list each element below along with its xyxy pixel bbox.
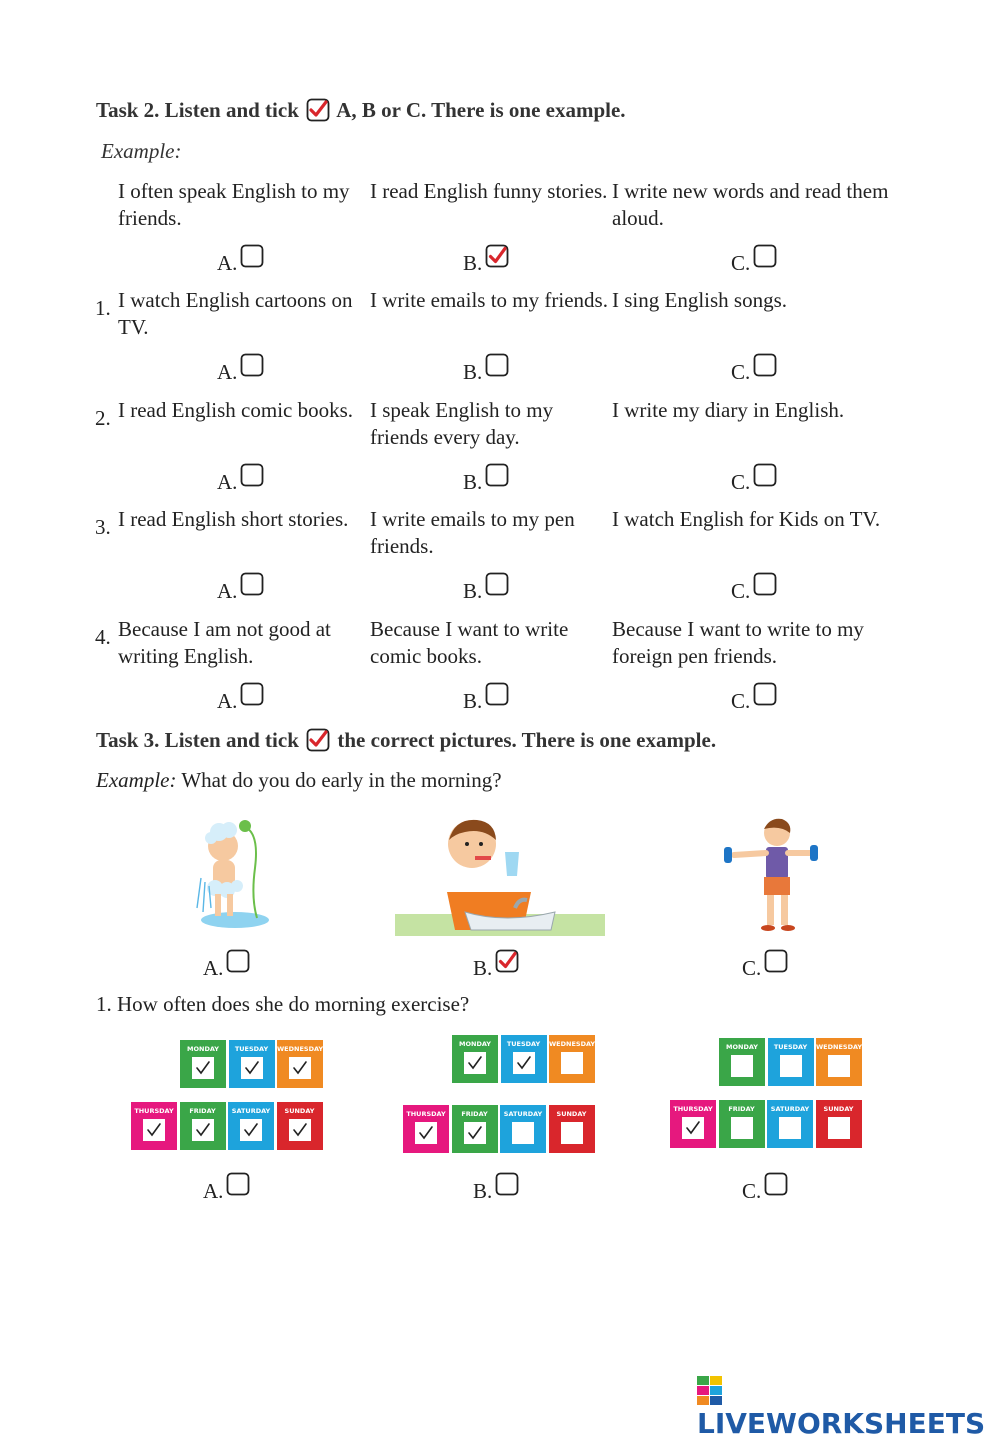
checkbox-icon[interactable] (764, 949, 788, 973)
checkbox-icon[interactable] (495, 1172, 519, 1196)
calendar-day-label: SUNDAY (556, 1110, 587, 1118)
calendar-day-saturday (500, 1105, 546, 1153)
answer-choice[interactable] (203, 1172, 250, 1204)
calendar-day-label: WEDNESDAY (549, 1040, 596, 1048)
checked-checkbox-icon[interactable] (485, 244, 509, 268)
answer-letter: A. (217, 470, 238, 494)
calendar-day-wednesday (549, 1035, 595, 1083)
option-text: I write emails to my friends. (370, 288, 608, 312)
checkbox-icon[interactable] (226, 949, 250, 973)
answer-letter: B. (473, 956, 493, 980)
checked-checkbox-icon[interactable] (495, 949, 519, 973)
answer-choice[interactable] (463, 244, 509, 276)
option-text: I watch English cartoons on TV. (118, 288, 353, 339)
calendar-day-wednesday (277, 1040, 323, 1088)
answer-choice[interactable] (731, 244, 777, 276)
calendar-day-tuesday (501, 1035, 547, 1083)
calendar-check-icon (682, 1117, 704, 1139)
calendar-check-icon (192, 1119, 214, 1141)
option-text: I write new words and read them aloud. (612, 179, 889, 230)
calendar-day-label: THURSDAY (673, 1105, 713, 1113)
calendar-day-label: SATURDAY (770, 1105, 810, 1113)
answer-choice[interactable] (463, 353, 509, 385)
checkbox-icon[interactable] (753, 353, 777, 377)
option-text: Because I want to write comic books. (370, 617, 569, 668)
checkbox-icon[interactable] (764, 1172, 788, 1196)
option-text: I write emails to my pen friends. (370, 507, 575, 558)
answer-letter: C. (731, 579, 751, 603)
answer-letter: A. (217, 360, 238, 384)
answer-letter: A. (217, 579, 238, 603)
answer-letter: C. (731, 251, 751, 275)
answer-letter: C. (742, 956, 762, 980)
answer-choice[interactable] (742, 1172, 788, 1204)
answer-letter: A. (217, 251, 238, 275)
calendar-check-icon (513, 1052, 535, 1074)
calendar-day-thursday (670, 1100, 716, 1148)
calendar-empty-box (731, 1055, 753, 1077)
task2-title-prefix: Task 2. Listen and tick (96, 98, 299, 122)
logo-text: LIVEWORKSHEETS (697, 1407, 986, 1440)
calendar-day-label: SUNDAY (823, 1105, 854, 1113)
calendar-day-label: FRIDAY (189, 1107, 216, 1115)
answer-letter: B. (463, 579, 483, 603)
checkbox-icon[interactable] (240, 682, 264, 706)
task3-title-prefix: Task 3. Listen and tick (96, 728, 299, 752)
answer-letter: C. (742, 1179, 762, 1203)
calendar-day-wednesday (816, 1038, 862, 1086)
calendar-empty-box (780, 1055, 802, 1077)
answer-letter: B. (473, 1179, 493, 1203)
calendar-day-label: SUNDAY (284, 1107, 315, 1115)
calendar-day-sunday (277, 1102, 323, 1150)
answer-choice[interactable] (203, 949, 250, 981)
calendar-check-icon (415, 1122, 437, 1144)
task2-title-suffix: A, B or C. There is one example. (336, 98, 626, 122)
answer-choice[interactable] (731, 682, 777, 714)
option-text: I speak English to my friends every day. (370, 398, 554, 449)
option-text: Because I am not good at writing English. (118, 617, 331, 668)
answer-choice[interactable] (742, 949, 788, 981)
calendar-check-icon (464, 1122, 486, 1144)
calendar-day-saturday (767, 1100, 813, 1148)
answer-choice[interactable] (731, 463, 777, 495)
answer-letter: B. (463, 360, 483, 384)
calendar-day-friday (719, 1100, 765, 1148)
option-text: I often speak English to my friends. (118, 179, 350, 230)
answer-letter: A. (217, 689, 238, 713)
answer-letter: C. (731, 470, 751, 494)
answer-choice[interactable] (217, 463, 264, 495)
option-text: Because I want to write to my foreign pen friends. (612, 617, 864, 668)
answer-choice[interactable] (217, 244, 264, 276)
shower-picture (185, 808, 280, 933)
calendar-day-tuesday (229, 1040, 275, 1088)
calendar-check-icon (240, 1119, 262, 1141)
calendar-check-icon (289, 1057, 311, 1079)
answer-letter: C. (731, 689, 751, 713)
answer-choice[interactable] (731, 353, 777, 385)
calendar-day-label: FRIDAY (728, 1105, 755, 1113)
calendar-day-label: TUESDAY (234, 1045, 269, 1053)
calendar-empty-box (828, 1117, 850, 1139)
option-text: I sing English songs. (612, 288, 788, 312)
checkbox-icon[interactable] (240, 463, 264, 487)
checkbox-icon[interactable] (753, 572, 777, 596)
question-number: 3. (95, 515, 111, 539)
option-text: I read English funny stories. (370, 179, 608, 203)
brushing-teeth-picture (395, 812, 605, 937)
calendar-day-label: MONDAY (187, 1045, 219, 1053)
calendar-day-label: MONDAY (726, 1043, 758, 1051)
answer-letter: A. (203, 1179, 224, 1203)
answer-choice[interactable] (217, 682, 264, 714)
calendar-empty-box (512, 1122, 534, 1144)
calendar-day-monday (180, 1040, 226, 1088)
checkbox-icon[interactable] (240, 572, 264, 596)
task3-question1: 1. How often does she do morning exercise? (96, 992, 470, 1016)
calendar-day-label: SATURDAY (231, 1107, 271, 1115)
checkbox-icon[interactable] (485, 572, 509, 596)
checked-box-icon (306, 728, 330, 752)
checkbox-icon[interactable] (240, 244, 264, 268)
question-number: 1. (95, 296, 111, 320)
calendar-check-icon (192, 1057, 214, 1079)
calendar-day-label: SATURDAY (503, 1110, 543, 1118)
option-text: I read English comic books. (118, 398, 354, 422)
answer-choice[interactable] (473, 1172, 519, 1204)
calendar-empty-box (561, 1122, 583, 1144)
calendar-day-label: THURSDAY (406, 1110, 446, 1118)
checkbox-icon[interactable] (240, 353, 264, 377)
answer-letter: C. (731, 360, 751, 384)
calendar-day-saturday (228, 1102, 274, 1150)
calendar-empty-box (779, 1117, 801, 1139)
answer-letter: B. (463, 689, 483, 713)
checkbox-icon[interactable] (485, 463, 509, 487)
answer-choice[interactable] (463, 572, 509, 604)
answer-choice[interactable] (463, 682, 509, 714)
calendar-day-label: THURSDAY (134, 1107, 174, 1115)
answer-letter: B. (463, 251, 483, 275)
question-number: 2. (95, 406, 111, 430)
calendar-day-sunday (816, 1100, 862, 1148)
liveworksheets-logo (697, 1376, 1000, 1440)
answer-choice[interactable] (217, 353, 264, 385)
calendar-empty-box (828, 1055, 850, 1077)
calendar-day-monday (452, 1035, 498, 1083)
calendar-day-monday (719, 1038, 765, 1086)
task3-example-question: What do you do early in the morning? (181, 768, 502, 792)
task3-example-label: Example: (96, 768, 177, 792)
calendar-day-label: TUESDAY (773, 1043, 808, 1051)
task3-example-line (96, 768, 502, 793)
calendar-day-friday (180, 1102, 226, 1150)
calendar-day-label: FRIDAY (461, 1110, 488, 1118)
calendar-day-tuesday (768, 1038, 814, 1086)
checked-box-icon (306, 98, 330, 122)
task2-title (96, 98, 626, 123)
calendar-check-icon (241, 1057, 263, 1079)
answer-choice[interactable] (217, 572, 264, 604)
task3-title (96, 728, 716, 753)
calendar-day-sunday (549, 1105, 595, 1153)
calendar-check-icon (464, 1052, 486, 1074)
answer-choice[interactable] (473, 949, 519, 981)
task2-example-label: Example: (101, 139, 182, 163)
task3-title-suffix: the correct pictures. There is one example. (337, 728, 717, 752)
option-text: I watch English for Kids on TV. (612, 507, 881, 531)
exercise-picture (720, 815, 820, 935)
calendar-day-friday (452, 1105, 498, 1153)
answer-letter: B. (463, 470, 483, 494)
calendar-empty-box (561, 1052, 583, 1074)
calendar-day-thursday (403, 1105, 449, 1153)
question-number: 4. (95, 625, 111, 649)
option-text: I write my diary in English. (612, 398, 845, 422)
checkbox-icon[interactable] (753, 463, 777, 487)
calendar-day-label: TUESDAY (506, 1040, 541, 1048)
option-text: I read English short stories. (118, 507, 349, 531)
answer-choice[interactable] (463, 463, 509, 495)
calendar-check-icon (289, 1119, 311, 1141)
checkbox-icon[interactable] (753, 682, 777, 706)
calendar-day-thursday (131, 1102, 177, 1150)
checkbox-icon[interactable] (226, 1172, 250, 1196)
calendar-day-label: WEDNESDAY (816, 1043, 863, 1051)
calendar-empty-box (731, 1117, 753, 1139)
calendar-day-label: MONDAY (459, 1040, 491, 1048)
checkbox-icon[interactable] (485, 353, 509, 377)
answer-letter: A. (203, 956, 224, 980)
calendar-day-label: WEDNESDAY (277, 1045, 324, 1053)
checkbox-icon[interactable] (485, 682, 509, 706)
checkbox-icon[interactable] (753, 244, 777, 268)
answer-choice[interactable] (731, 572, 777, 604)
calendar-check-icon (143, 1119, 165, 1141)
liveworksheets-logo-icon (697, 1376, 723, 1406)
